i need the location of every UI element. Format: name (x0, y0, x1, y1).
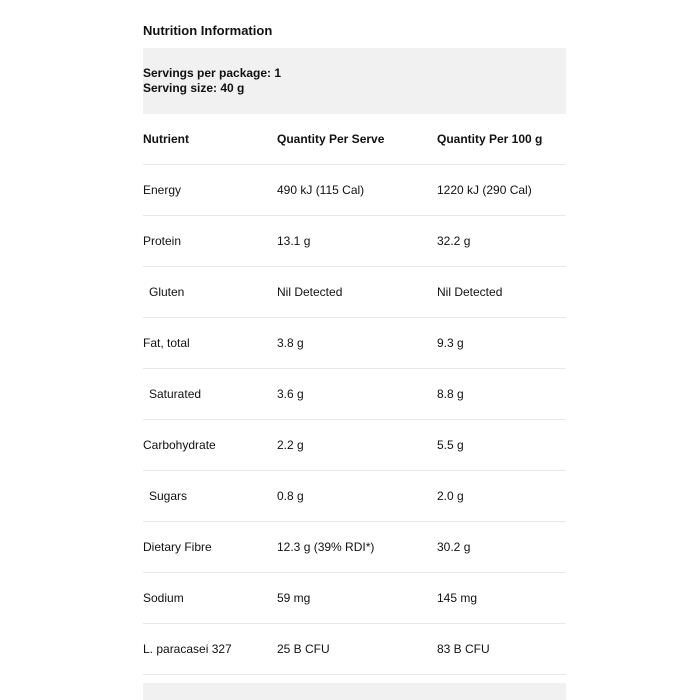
quantity-per-serve: 490 kJ (115 Cal) (277, 183, 365, 197)
servings-box (143, 48, 566, 114)
header-per-serve: Quantity Per Serve (277, 132, 385, 146)
quantity-per-100g: 145 mg (437, 591, 478, 605)
table-row (143, 471, 566, 522)
table-row (143, 420, 566, 471)
table-header-row (143, 114, 566, 165)
quantity-per-100g: 83 B CFU (437, 642, 490, 656)
quantity-per-100g: Nil Detected (437, 285, 503, 299)
nutrient-name: Carbohydrate (143, 438, 216, 452)
nutrient-name: Sugars (149, 489, 188, 503)
quantity-per-serve: 13.1 g (277, 234, 311, 248)
quantity-per-serve: 25 B CFU (277, 642, 330, 656)
quantity-per-100g: 32.2 g (437, 234, 471, 248)
quantity-per-serve: Nil Detected (277, 285, 343, 299)
table-row (143, 267, 566, 318)
page-title: Nutrition Information (143, 23, 273, 38)
header-nutrient: Nutrient (143, 132, 189, 146)
nutrition-table (143, 114, 566, 675)
nutrient-name: Energy (143, 183, 182, 197)
quantity-per-100g: 8.8 g (437, 387, 464, 401)
nutrient-name: Gluten (149, 285, 185, 299)
nutrient-name: Protein (143, 234, 182, 248)
quantity-per-serve: 3.8 g (277, 336, 304, 350)
table-row (143, 369, 566, 420)
nutrient-name: L. paracasei 327 (143, 642, 232, 656)
table-row (143, 573, 566, 624)
serving-size: Serving size: 40 g (143, 81, 245, 95)
quantity-per-100g: 2.0 g (437, 489, 464, 503)
quantity-per-serve: 0.8 g (277, 489, 304, 503)
nutrient-name: Saturated (149, 387, 202, 401)
nutrient-name: Dietary Fibre (143, 540, 212, 554)
quantity-per-100g: 5.5 g (437, 438, 464, 452)
table-footer-band (143, 683, 566, 700)
table-row (143, 216, 566, 267)
servings-per-package: Servings per package: 1 (143, 66, 282, 80)
nutrient-name: Sodium (143, 591, 184, 605)
quantity-per-serve: 12.3 g (39% RDI*) (277, 540, 375, 554)
quantity-per-100g: 30.2 g (437, 540, 471, 554)
table-row (143, 624, 566, 675)
nutrient-name: Fat, total (143, 336, 190, 350)
quantity-per-serve: 59 mg (277, 591, 311, 605)
table-row (143, 165, 566, 216)
quantity-per-100g: 9.3 g (437, 336, 464, 350)
quantity-per-100g: 1220 kJ (290 Cal) (437, 183, 532, 197)
table-row (143, 318, 566, 369)
table-row (143, 522, 566, 573)
quantity-per-serve: 2.2 g (277, 438, 304, 452)
header-per-100g: Quantity Per 100 g (437, 132, 543, 146)
quantity-per-serve: 3.6 g (277, 387, 304, 401)
